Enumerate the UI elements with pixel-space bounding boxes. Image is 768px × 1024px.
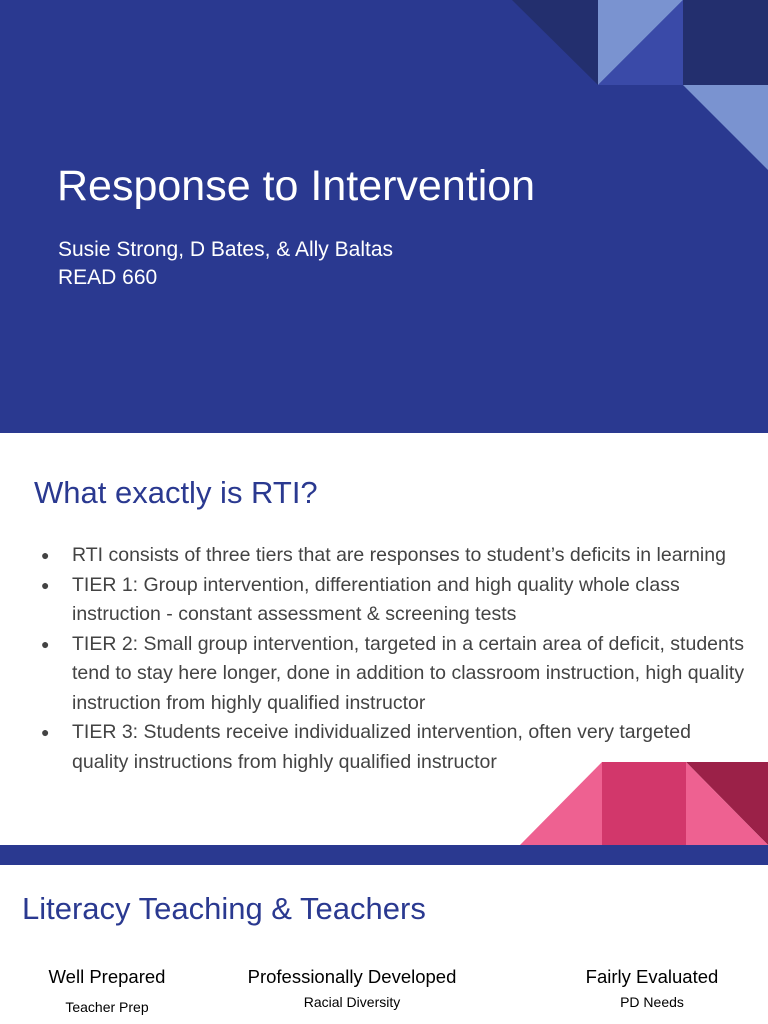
presentation-title: Response to Intervention	[57, 162, 536, 210]
rti-bullet-list	[40, 541, 746, 777]
column-well-prepared	[37, 965, 177, 1016]
literacy-heading: Literacy Teaching & Teachers	[22, 891, 426, 926]
course-line: READ 660	[58, 266, 158, 289]
column-professionally-developed	[232, 965, 472, 1011]
list-item: ● TIER 3: Students receive individualized intervention, often very targeted quality instructions from highly qualified instructor	[40, 718, 746, 777]
column-subtitle: PD Needs	[620, 994, 684, 1010]
bullet-icon: ●	[41, 724, 50, 740]
literacy-slide	[0, 865, 768, 1024]
column-title: Fairly Evaluated	[585, 966, 719, 987]
list-item: ● TIER 2: Small group intervention, targeted in a certain area of deficit, students tend to stay here longer, done in addition to classroom instruction, high quality instruction from highly qualified instructor	[40, 630, 746, 719]
authors-line: Susie Strong, D Bates, & Ally Baltas	[58, 238, 393, 261]
bullet-icon: ●	[41, 547, 50, 563]
column-title: Well Prepared	[48, 966, 166, 987]
title-slide	[0, 0, 768, 433]
dark-square	[683, 0, 768, 85]
bullet-icon: ●	[41, 576, 50, 593]
column-fairly-evaluated	[572, 965, 732, 1011]
dark-triangle	[512, 0, 598, 85]
subtitle-block	[58, 236, 393, 292]
rti-slide	[0, 433, 768, 845]
column-subtitle: Racial Diversity	[303, 994, 401, 1010]
list-item: ● RTI consists of three tiers that are responses to student’s deficits in learning	[40, 541, 746, 571]
corner-decoration	[0, 0, 768, 433]
rti-heading: What exactly is RTI?	[34, 475, 318, 510]
slide-divider-band	[0, 845, 768, 865]
list-item: ● TIER 1: Group intervention, differentiation and high quality whole class instruction - constant assessment & screening tests	[40, 571, 746, 630]
light-lower-triangle	[683, 85, 768, 170]
column-title: Professionally Developed	[247, 966, 457, 987]
column-subtitle: Teacher Prep	[65, 999, 149, 1015]
bullet-icon: ●	[41, 635, 50, 652]
